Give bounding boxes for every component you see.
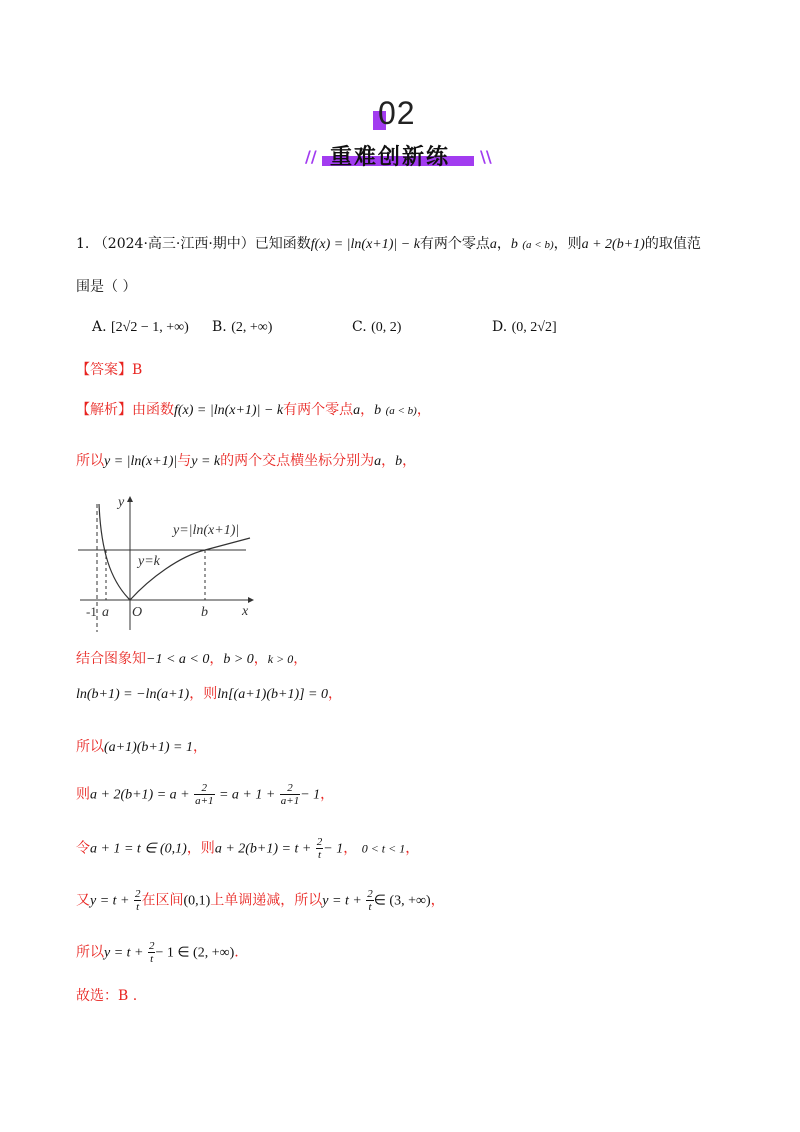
question-source: （2024·高三·江西·期中）已知函数: [93, 236, 311, 252]
analysis-l7-end: ，: [405, 840, 420, 857]
left-slash-mark: //: [305, 147, 317, 166]
analysis-line-5: [76, 738, 207, 757]
analysis-l6-frac1: $\frac{2}{a+1}$: [195, 782, 214, 807]
analysis-l7-frac: $\frac{2}{t}$: [316, 836, 323, 861]
analysis-l8-m2: (0,1): [183, 893, 211, 909]
analysis-l3-end: ，: [293, 651, 308, 667]
analysis-l8-frac1: $\frac{2}{t}$: [134, 888, 141, 913]
analysis-label: 【解析】: [76, 402, 132, 418]
analysis-l2-mid: 与: [177, 453, 192, 469]
analysis-l6-m2: = a + 1 +: [218, 787, 276, 803]
analysis-l1-mid: 有两个零点: [283, 402, 354, 418]
analysis-l6-frac2: $\frac{2}{a+1}$: [280, 782, 300, 807]
analysis-l4-m1: ln(b+1) = −ln(a+1): [76, 687, 190, 702]
question-separator: ，: [496, 236, 511, 252]
analysis-l3-s1: ，: [209, 651, 224, 667]
graph-x-label: x: [242, 604, 249, 619]
option-a-value: [2√2 − 1, +∞): [111, 320, 189, 335]
analysis-l4-mid: ，则: [189, 686, 218, 702]
option-d-label: D.: [492, 319, 508, 335]
analysis-l1-pre: 由函数: [132, 402, 174, 418]
analysis-l1-func: f(x) = |ln(x+1)| − k: [174, 403, 284, 418]
graph-neg-one-label: -1: [86, 604, 97, 619]
analysis-l7-m1: a + 1 = t ∈ (0,1): [90, 841, 187, 857]
analysis-line-7: [76, 836, 419, 861]
analysis-l4-end: ，: [328, 686, 342, 702]
analysis-l6-m1: a + 2(b+1) = a +: [90, 787, 190, 803]
analysis-l2-end: ，: [402, 453, 417, 469]
analysis-l2-f2: y = k: [191, 454, 221, 469]
question-expression: a + 2(b+1): [581, 237, 645, 252]
analysis-l7-m4: 0 < t < 1: [361, 841, 406, 856]
analysis-line-4: [76, 685, 342, 704]
analysis-l9-end: .: [234, 944, 239, 961]
option-a: [92, 318, 189, 337]
analysis-l3-pre: 结合图象知: [76, 651, 146, 667]
analysis-line-3: [76, 650, 307, 669]
analysis-line-9: [76, 940, 239, 965]
analysis-l7-m3: − 1: [323, 841, 344, 857]
x-axis-arrow: [248, 597, 254, 603]
analysis-l2-post: 的两个交点横坐标分别为: [220, 453, 375, 469]
analysis-l8-mid1: 在区间: [141, 892, 184, 909]
question-condition: (a < b): [522, 239, 554, 251]
analysis-l7-s: ，: [343, 840, 358, 857]
graph-b-label: b: [201, 605, 208, 620]
analysis-l3-m1: −1 < a < 0: [146, 652, 210, 667]
analysis-line-1: [76, 401, 431, 420]
analysis-line-2: [76, 452, 416, 471]
option-a-label: A.: [92, 319, 107, 335]
option-d-value: (0, 2√2]: [511, 320, 557, 335]
option-d: [492, 318, 557, 337]
answer-label: 【答案】B: [76, 362, 143, 378]
question-index: 1.: [76, 236, 90, 252]
analysis-l5-end: ，: [193, 739, 207, 755]
question-zero-b: b: [510, 237, 518, 252]
analysis-l2-f1: y = |ln(x+1)|: [104, 454, 178, 469]
analysis-l8-m1: y = t +: [90, 893, 130, 909]
analysis-l5-m: (a+1)(b+1) = 1: [104, 740, 193, 755]
analysis-l7-pre: 令: [76, 840, 90, 857]
question-text-1: 有两个零点: [419, 236, 490, 252]
analysis-l8-end: ，: [430, 892, 445, 909]
graph-line-label: y=k: [138, 554, 160, 569]
graph-a-label: a: [102, 605, 109, 620]
analysis-l1-sep: ，: [360, 402, 375, 418]
analysis-line-8: [76, 888, 445, 913]
option-b-value: (2, +∞): [231, 320, 273, 335]
option-c-value: (0, 2): [371, 320, 402, 335]
right-slash-mark: \\: [480, 147, 492, 166]
function-graph: [70, 490, 260, 635]
y-axis-arrow: [127, 496, 133, 502]
analysis-l3-m3: k > 0: [267, 652, 294, 666]
section-number: 02: [378, 95, 416, 131]
question-line-1: [76, 235, 701, 254]
analysis-l8-pre: 又: [76, 892, 90, 909]
analysis-l1-a: a: [353, 403, 361, 418]
analysis-l2-b: b: [395, 454, 403, 469]
question-zero-a: a: [489, 237, 497, 252]
analysis-l9-frac: $\frac{2}{t}$: [148, 940, 155, 965]
analysis-l7-mid: ，则: [186, 840, 215, 857]
analysis-l8-m4: ∈ (3, +∞): [373, 893, 431, 909]
analysis-l1-b: b: [374, 403, 382, 418]
analysis-l6-end: ，: [320, 786, 335, 803]
analysis-l8-mid2: 上单调递减，所以: [210, 892, 323, 909]
analysis-line-6: [76, 782, 334, 807]
graph-curve-label: y=|ln(x+1)|: [173, 523, 240, 538]
analysis-l2-pre: 所以: [76, 453, 104, 469]
analysis-l3-m2: b > 0: [223, 652, 254, 667]
analysis-l2-sep: ，: [381, 453, 396, 469]
analysis-l4-m2: ln[(a+1)(b+1)] = 0: [217, 687, 328, 702]
analysis-l1-end: ，: [416, 402, 431, 418]
analysis-l3-s2: ，: [253, 651, 268, 667]
question-line-2: 围是（ ）: [76, 279, 137, 295]
question-text-2: ，则: [553, 236, 582, 252]
analysis-l8-frac2: $\frac{2}{t}$: [367, 888, 373, 913]
option-c-label: C.: [352, 319, 367, 335]
question-text-3: 的取值范: [644, 236, 701, 252]
analysis-l1-cond: (a < b): [385, 405, 417, 417]
analysis-l5-pre: 所以: [76, 739, 104, 755]
section-title: 重难创新练: [330, 145, 451, 170]
analysis-l9-m1: y = t +: [104, 945, 144, 961]
analysis-l7-m2: a + 2(b+1) = t +: [214, 841, 312, 857]
option-c: [352, 318, 401, 337]
question-function: f(x) = |ln(x+1)| − k: [310, 237, 420, 252]
analysis-l9-pre: 所以: [76, 944, 104, 961]
graph-origin-label: O: [132, 605, 143, 620]
curve-abs-ln: [99, 504, 250, 600]
analysis-l6-m3: − 1: [300, 787, 321, 803]
analysis-l2-a: a: [374, 454, 382, 469]
option-b: [212, 318, 272, 337]
analysis-l9-m2: − 1 ∈ (2, +∞): [155, 945, 235, 961]
analysis-l8-m3: y = t +: [322, 893, 362, 909]
option-b-label: B.: [212, 319, 227, 335]
analysis-l6-pre: 则: [76, 786, 90, 803]
analysis-line-10: 故选：B .: [76, 988, 138, 1004]
graph-y-label: y: [118, 495, 125, 510]
